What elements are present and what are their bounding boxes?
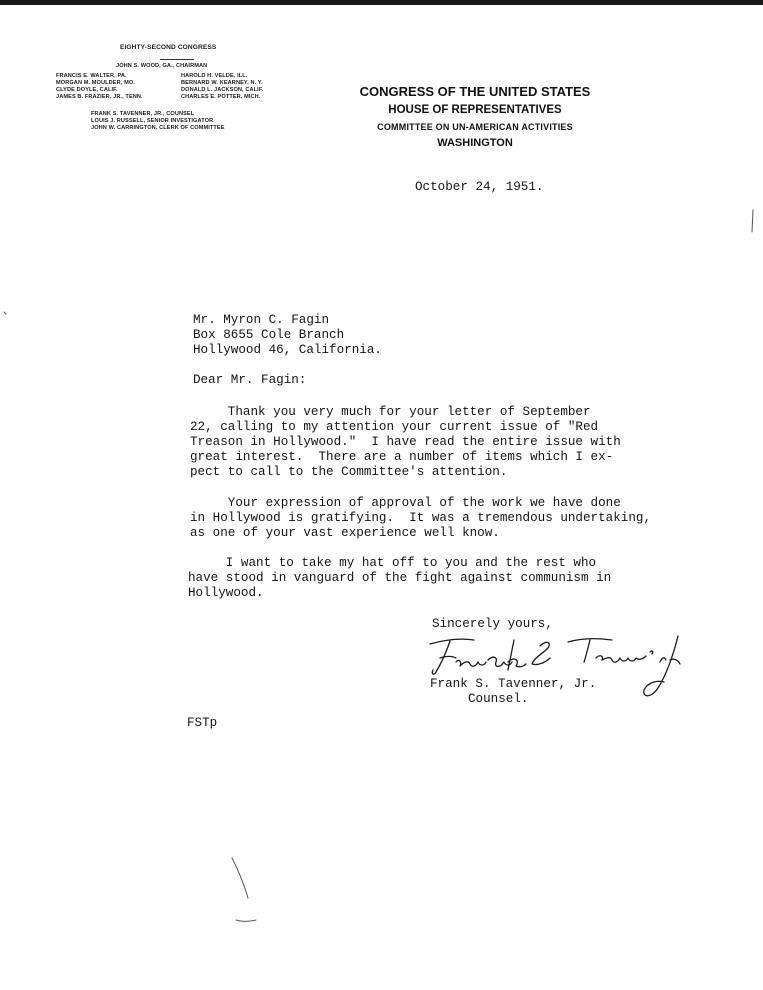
member-name: HAROLD H. VELDE, ILL. [181, 73, 248, 79]
committee-staff [91, 111, 225, 132]
members-left-column [56, 73, 143, 101]
member-name: MORGAN M. MOULDER, MO. [56, 80, 135, 86]
body-paragraph-3: I want to take my hat off to you and the rest who have stood in vanguard of the fight against communism in Hollywood. [188, 556, 612, 600]
body-paragraph-2: Your expression of approval of the work we have done in Hollywood is gratifying. It was a tremendous undertaking, as one of your vast experience well know. [190, 496, 652, 540]
salutation: Dear Mr. Fagin: [193, 373, 307, 387]
signer-title: Counsel. [468, 692, 529, 706]
letterhead-committee: COMMITTEE ON UN-AMERICAN ACTIVITIES [377, 122, 573, 132]
member-name: CHARLES E. POTTER, MICH. [181, 94, 261, 100]
member-name: JAMES B. FRAZIER, JR., TENN. [56, 94, 143, 100]
member-name: FRANCIS E. WALTER, PA. [56, 73, 127, 79]
top-edge-rule [0, 0, 763, 5]
staff-member: LOUIS J. RUSSELL, SENIOR INVESTIGATOR [91, 118, 214, 124]
body-paragraph-1: Thank you very much for your letter of September 22, calling to my attention your current issue of "Red Treason in Hollywood." I have read the entire issue with great interest. There are a number of items which I ex- pect to call to the Committee's attention. [190, 405, 621, 479]
letterhead-city: WASHINGTON [437, 137, 513, 149]
letter-date: October 24, 1951. [415, 180, 544, 194]
members-right-column [181, 73, 263, 101]
congress-number: EIGHTY-SECOND CONGRESS [120, 44, 217, 51]
member-name: CLYDE DOYLE, CALIF. [56, 87, 118, 93]
signer-name: Frank S. Tavenner, Jr. [430, 677, 597, 691]
committee-chairman: JOHN S. WOOD, GA., CHAIRMAN [116, 63, 208, 69]
member-name: DONALD L. JACKSON, CALIF. [181, 87, 264, 93]
complimentary-close: Sincerely yours, [432, 617, 553, 631]
staff-member: FRANK S. TAVENNER, JR., COUNSEL [91, 111, 195, 117]
letterhead-house: HOUSE OF REPRESENTATIVES [388, 104, 562, 116]
typist-initials: FSTp [187, 716, 218, 730]
recipient-address: Mr. Myron C. Fagin Box 8655 Cole Branch Hollywood 46, California. [193, 313, 382, 357]
letterhead [330, 82, 620, 152]
chairman-divider [160, 59, 194, 60]
staff-member: JOHN W. CARRINGTON, CLERK OF COMMITTEE [91, 125, 225, 131]
letterhead-congress: CONGRESS OF THE UNITED STATES [359, 84, 591, 99]
member-name: BERNARD W. KEARNEY, N. Y. [181, 80, 263, 86]
